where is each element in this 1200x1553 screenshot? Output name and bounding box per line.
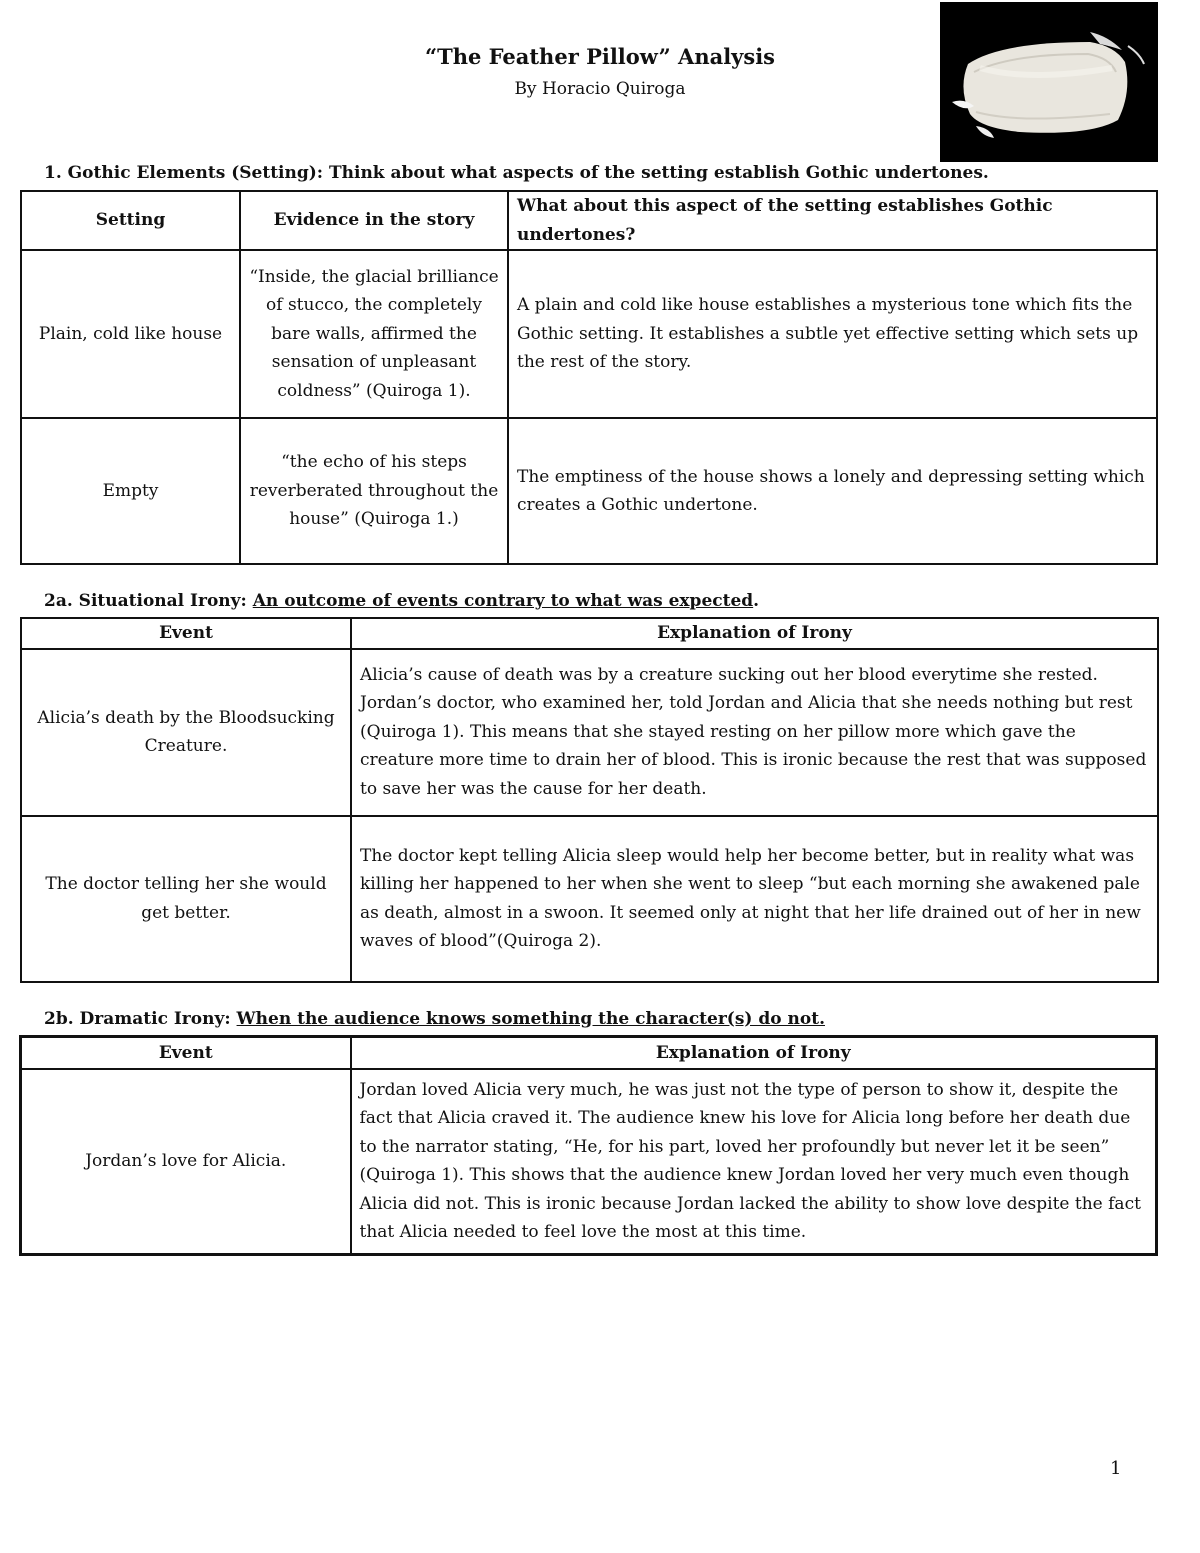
header-irony-explanation: Explanation of Irony — [351, 1037, 1157, 1069]
setting-cell: Plain, cold like house — [21, 250, 240, 418]
gothic-elements-table — [20, 190, 1158, 565]
header-irony-explanation: Explanation of Irony — [351, 618, 1158, 649]
section2a-label: 2a. Situational Irony: — [44, 591, 247, 611]
section2b-label: 2b. Dramatic Irony: — [44, 1009, 231, 1029]
document-title: “The Feather Pillow” Analysis — [424, 44, 776, 69]
table-row — [21, 418, 1157, 564]
document-author: By Horacio Quiroga — [514, 79, 686, 99]
event-cell: Jordan’s love for Alicia. — [21, 1069, 351, 1255]
table-row — [21, 250, 1157, 418]
irony-explanation-cell: Jordan loved Alicia very much, he was just not the type of person to show it, despite the fact that Alicia craved it. The audience knew his love for Alicia long before her death due to the narrator stating, “He, for his part, loved her profoundly but never let it be seen” (Quiroga 1). This shows that the audience knew Jordan loved her very much even though Alicia did not. This is ironic because Jordan lacked the ability to show love despite the fact that Alicia needed to feel love the most at this time. — [351, 1069, 1157, 1255]
section2b-heading — [44, 1009, 825, 1029]
irony-explanation-cell: The doctor kept telling Alicia sleep would help her become better, but in reality what was killing her happened to her when she went to sleep “but each morning she awakened pale as death, almost in a swoon. It seemed only at night that her life drained out of her in new waves of blood”(Quiroga 2). — [351, 816, 1158, 982]
section1-heading: 1. Gothic Elements (Setting): Think about what aspects of the setting establish Gothic undertones. — [44, 163, 989, 183]
explanation-cell: A plain and cold like house establishes a mysterious tone which fits the Gothic setting. It establishes a subtle yet effective setting which sets up the rest of the story. — [508, 250, 1157, 418]
pillow-with-feathers-photo — [940, 2, 1158, 162]
header-setting: Setting — [21, 191, 240, 250]
dramatic-irony-definition: When the audience knows something the character(s) do not. — [236, 1009, 825, 1029]
section2a-heading — [44, 591, 759, 611]
situational-irony-definition: An outcome of events contrary to what was expected — [252, 591, 754, 611]
header-gothic-explanation: What about this aspect of the setting establishes Gothic undertones? — [508, 191, 1157, 250]
header-event: Event — [21, 1037, 351, 1069]
header-event: Event — [21, 618, 351, 649]
setting-cell: Empty — [21, 418, 240, 564]
table-row — [21, 1069, 1157, 1255]
event-cell: Alicia’s death by the Bloodsucking Creature. — [21, 649, 351, 816]
evidence-cell: “Inside, the glacial brilliance of stucco, the completely bare walls, affirmed the sensation of unpleasant coldness” (Quiroga 1). — [240, 250, 508, 418]
explanation-cell: The emptiness of the house shows a lonely and depressing setting which creates a Gothic undertone. — [508, 418, 1157, 564]
section2a-heading-end: . — [753, 591, 760, 611]
table-row — [21, 649, 1158, 816]
page-number: 1 — [1110, 1458, 1122, 1479]
evidence-cell: “the echo of his steps reverberated throughout the house” (Quiroga 1.) — [240, 418, 508, 564]
event-cell: The doctor telling her she would get better. — [21, 816, 351, 982]
irony-explanation-cell: Alicia’s cause of death was by a creature sucking out her blood everytime she rested. Jordan’s doctor, who examined her, told Jordan and Alicia that she needs nothing but rest (Quiroga 1). This means that she stayed resting on her pillow more which gave the creature more time to drain her of blood. This is ironic because the rest that was supposed to save her was the cause for her death. — [351, 649, 1158, 816]
header-evidence: Evidence in the story — [240, 191, 508, 250]
situational-irony-table — [20, 617, 1159, 983]
dramatic-irony-table — [19, 1035, 1158, 1256]
table-row — [21, 816, 1158, 982]
